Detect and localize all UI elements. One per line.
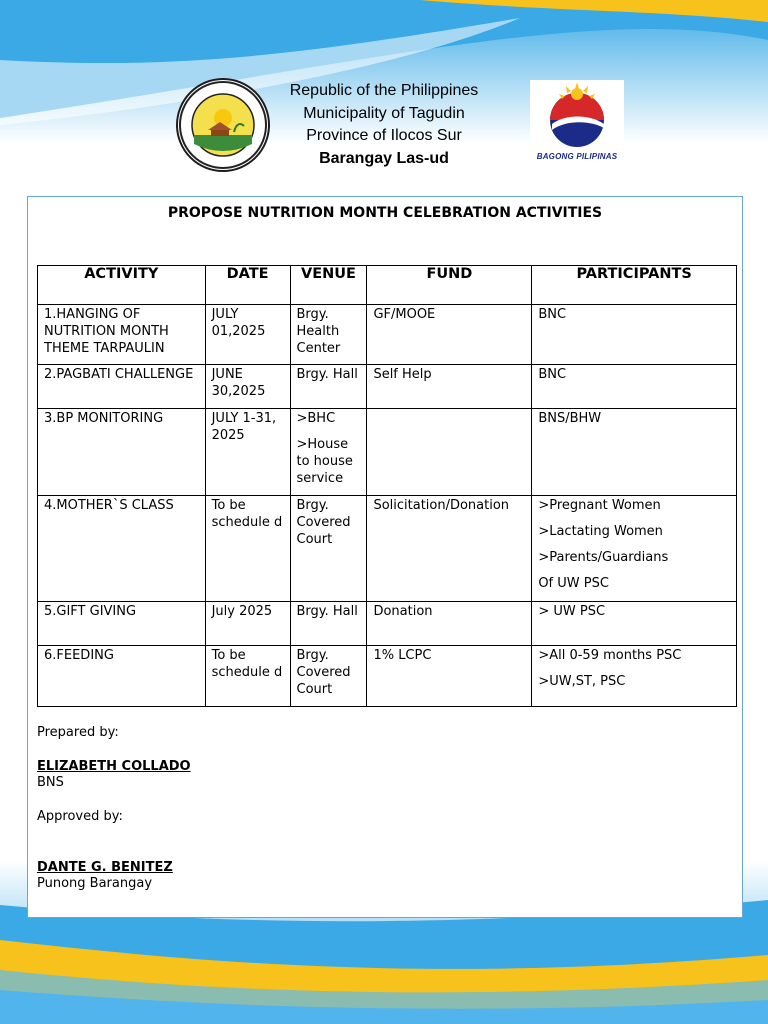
barangay-seal-icon xyxy=(176,78,270,172)
cell-participants xyxy=(532,305,737,365)
table-body xyxy=(38,305,737,707)
cell-text: BNC xyxy=(538,307,567,322)
approved-by-label: Approved by: xyxy=(37,809,123,824)
column-header-venue: VENUE xyxy=(290,266,367,305)
cell-text: JUNE 30,2025 xyxy=(211,367,266,399)
cell-text: BNS/BHW xyxy=(538,411,602,426)
table-row xyxy=(38,365,737,409)
cell-text: > UW PSC xyxy=(538,604,606,619)
cell-text: >UW,ST, PSC xyxy=(538,674,626,689)
table-row xyxy=(38,602,737,646)
cell-text: 1.HANGING OF NUTRITION MONTH THEME TARPAULIN xyxy=(44,307,169,356)
cell-text: JULY 01,2025 xyxy=(211,307,266,339)
cell-text: To be schedule d xyxy=(211,498,283,530)
table-row xyxy=(38,305,737,365)
cell-text: 1% LCPC xyxy=(373,648,432,663)
document-frame xyxy=(27,196,743,918)
cell-venue xyxy=(290,496,367,602)
cell-date xyxy=(205,409,290,496)
cell-participants xyxy=(532,409,737,496)
cell-text: GF/MOOE xyxy=(373,307,436,322)
letterhead xyxy=(0,74,768,174)
cell-text: 2.PAGBATI CHALLENGE xyxy=(44,367,194,382)
cell-date xyxy=(205,365,290,409)
cell-fund xyxy=(367,496,532,602)
cell-text: BNC xyxy=(538,367,567,382)
cell-text: 6.FEEDING xyxy=(44,648,114,663)
cell-text: Brgy. Covered Court xyxy=(296,648,351,697)
cell-date xyxy=(205,602,290,646)
cell-text: Of UW PSC xyxy=(538,576,609,591)
prepared-by-label: Prepared by: xyxy=(37,725,119,740)
cell-text: >All 0-59 months PSC xyxy=(538,648,682,663)
prepared-by-title: BNS xyxy=(37,775,64,790)
cell-participants xyxy=(532,496,737,602)
document-title: PROPOSE NUTRITION MONTH CELEBRATION ACTIVITIES xyxy=(167,205,603,221)
cell-text: >Lactating Women xyxy=(538,524,663,539)
cell-date xyxy=(205,496,290,602)
column-header-activity: ACTIVITY xyxy=(38,266,206,305)
cell-text: >Pregnant Women xyxy=(538,498,661,513)
cell-venue xyxy=(290,365,367,409)
cell-date xyxy=(205,305,290,365)
cell-text: >Parents/Guardians xyxy=(538,550,669,565)
approved-by-title: Punong Barangay xyxy=(37,876,153,891)
column-header-participants: PARTICIPANTS xyxy=(532,266,737,305)
cell-text: July 2025 xyxy=(211,604,273,619)
cell-activity xyxy=(38,365,206,409)
cell-text: 3.BP MONITORING xyxy=(44,411,164,426)
cell-activity xyxy=(38,305,206,365)
cell-activity xyxy=(38,409,206,496)
cell-activity xyxy=(38,496,206,602)
header-line-province: Province of Ilocos Sur xyxy=(306,127,462,144)
cell-text: 4.MOTHER`S CLASS xyxy=(44,498,174,513)
cell-text: Solicitation/Donation xyxy=(373,498,510,513)
cell-fund xyxy=(367,409,532,496)
cell-text: Brgy. Hall xyxy=(296,367,358,382)
cell-activity xyxy=(38,602,206,646)
bagong-pilipinas-logo xyxy=(530,80,624,168)
cell-text: Self Help xyxy=(373,367,432,382)
bagong-pilipinas-text: BAGONG PILIPINAS xyxy=(536,152,618,161)
cell-text: >BHC xyxy=(296,411,336,426)
cell-text: Brgy. Health Center xyxy=(296,307,341,356)
header-line-republic: Republic of the Philippines xyxy=(289,82,479,99)
activities-table xyxy=(37,265,737,707)
header-line-municipality: Municipality of Tagudin xyxy=(303,104,465,122)
cell-venue xyxy=(290,305,367,365)
cell-participants xyxy=(532,602,737,646)
table-row xyxy=(38,409,737,496)
letterhead-text xyxy=(266,80,502,170)
cell-text: JULY 1-31, 2025 xyxy=(211,411,277,443)
cell-fund xyxy=(367,365,532,409)
cell-text: >House to house service xyxy=(296,437,353,486)
cell-text: Brgy. Hall xyxy=(296,604,358,619)
table-row xyxy=(38,496,737,602)
cell-activity xyxy=(38,646,206,707)
table-row xyxy=(38,646,737,707)
cell-text: To be schedule d xyxy=(211,648,283,680)
cell-venue xyxy=(290,646,367,707)
table-header-row xyxy=(38,266,737,305)
bagong-pilipinas-emblem-icon xyxy=(530,80,624,152)
cell-venue xyxy=(290,602,367,646)
cell-text: Brgy. Covered Court xyxy=(296,498,351,547)
column-header-fund: FUND xyxy=(367,266,532,305)
cell-fund xyxy=(367,305,532,365)
cell-fund xyxy=(367,646,532,707)
cell-venue xyxy=(290,409,367,496)
cell-text: 5.GIFT GIVING xyxy=(44,604,137,619)
prepared-by-name: ELIZABETH COLLADO xyxy=(37,759,191,774)
cell-participants xyxy=(532,365,737,409)
cell-text: Donation xyxy=(373,604,433,619)
approved-by-name: DANTE G. BENITEZ xyxy=(37,860,173,875)
cell-participants xyxy=(532,646,737,707)
header-line-barangay: Barangay Las-ud xyxy=(319,149,449,167)
column-header-date: DATE xyxy=(205,266,290,305)
cell-fund xyxy=(367,602,532,646)
cell-date xyxy=(205,646,290,707)
